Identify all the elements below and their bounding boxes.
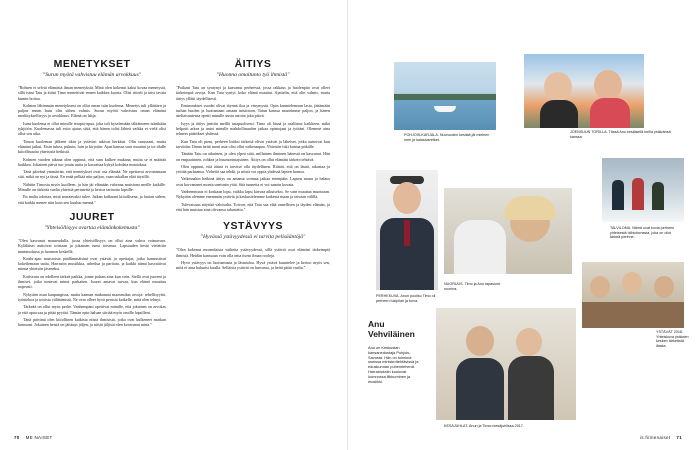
paragraph: Tärkeää on ollut myös perhe. Vanhempani opettivat minulle, että jokainen on arvokas ja että apua saa ja pitää pyytää. Tämän opin haluan siirtää myös omille lapsilleni. [18,304,166,315]
paragraph: Isyys ja äitiys jaettiin meillä tasapuolisesti. Timo oli läsnä ja osallistui kaikkeen, mikä helpotti arkea ja antoi minulle mahdollisuuden jatkaa opintojani ja työtäni. Olemme aina tehneet päätökset yhdessä. [176,120,330,137]
page-number: 70 [14,435,20,440]
column-2 [176,58,330,272]
boat-shape [434,106,456,112]
winter-photo [602,158,684,222]
paragraph: Timon kuoleman jälkeen itkin ja ystävini tukivat herkästi. Olin surussani, mutta elämäni jatkui. Etsin tukea, puhuin, luin ja kirjoitin. Ajan kanssa suru muuttui ja toi tilalle kiitollisuutta yhteisistä hetkistä. [18,138,166,155]
sunset-photo [524,54,644,128]
caption-winter: TALVILOMA. Nämä ovat kuvia perheen yhteisestä hiihtolomasta, joka on ollut tärkeä perinne. [610,226,675,240]
person-shape [652,182,664,210]
dress-shape [508,356,554,420]
suit-shape [456,358,504,420]
paragraph: En malta odottaa, mitä seuraavaksi tulee. Jatkan kulkuani kiitollisena, ja luotan siihen, että kaikki menee niin kuin sen kuuluu mennä." [18,194,166,205]
section-heading-menetykset: MENETYKSET [53,58,131,70]
paragraph: Kun Tatu oli pieni, perheen lisäksi tärkeitä olivat ystävät ja läheiset, jotka auttoivat kun tarvittiin. Ilman heitä moni asia olisi ollut vaikeampaa. Yhteisön tuki kantaa pitkälle. [176,138,330,149]
right-page [348,0,696,450]
caption-bottom: KESÄJUHLAT. Anun ja Timon kesäjuhlissa 2017. [444,424,524,428]
paragraph: "Poikani Tatu on syntynyt ja kasvanut perheessä, jossa rakkaus ja huolenpito ovat olleet tärkeimpiä arvoja. Kun Tatu syntyi, koko elämä muuttui. Ajattelin, että olin valmis, mutta äitiys yllätti täydellisesti. [176,85,330,101]
face-shape [466,326,494,356]
paragraph: Tulevaisuus näyttää valoisalta. Toivon, että Tatu saa elää onnellisen ja täyden elämän, ja että hän muistaa aina olevansa rakastettu." [176,201,330,212]
page-number: 71 [676,435,682,440]
paragraph: Kolmen vuoden aikana olen oppinut, että suru kulkee mukana, mutta se ei määrää kaikkea. Jokainen päivä tuo jotain uutta ja kasvattaa kykyä kohdata muutoksia. [18,156,166,167]
group-photo [582,262,684,328]
paragraph: Nähtiin Timosta myös kuolleen, ja hän jäi elämään vahvana muistona meille kaikille. Minulle on tärkeää vaalia yhteisiä perinteitä ja kertoa tarinoita lapsille. [18,181,166,193]
caption-man: PERHEKUVA. Anun puoliso Timo oli perheen tukipilari ja turva. [376,294,436,303]
page-footer-right [640,435,682,440]
site-name: is.fi/menaiset [639,435,671,440]
paragraph: Vaikeinakin hetkinä äitiys on antanut voimaa jatkaa eteenpäin. Lapsen nauru ja halaus ovat korvanneet monta unetonta yötä. Sitä tunnetta ei voi sanoin kuvata. [176,176,330,187]
paragraph: Kotiseutu on edelleen tärkeä paikka, jonne palaan aina kun voin. Siellä ovat juureni ja ihmiset, jotka tuntevat minut parhaiten. Juuret antavat turvaa, kun elämä muuttuu nopeasti. [18,273,166,290]
bio-text: Anu on Keskustan kansanedustaja Pohjois-Savosta. Hän on toiminut useissa ministeritehtävissä ja eduskunnan puhemiehenä. Harrastuksiin kuuluvat luonnossa liikkuminen ja musiikki. [368,345,419,384]
paragraph: Tänään Tatu on aikuinen, ja olen ylpeä siitä, millainen ihminen hänestä on kasvanut. Hän on empaattinen, rohkea ja huumorintajuinen. Äitiys on ollut elämäni tärkein tehtävä. [176,151,330,162]
paragraph: "Olen kokenut monenlaisia vaiheita ystävyydessä, sillä ystävät ovat elämäni tärkeimpiä ihmisiä. Heidän kanssaan voin olla oma itseni ilman rooleja. [176,247,330,258]
column-1 [18,58,166,329]
paragraph: Olen oppinut, että äitinä ei tarvitse olla täydellinen. Riittää, että on läsnä, rakastaa ja yrittää parhaansa. Virheitä saa tehdä, ja niistä voi oppia yhdessä lapsen kanssa. [176,163,330,175]
face-shape [393,182,421,214]
face-shape [516,328,542,356]
woman-right-shape [594,70,622,100]
shoreline-shape [394,94,496,100]
person-shape [612,180,624,210]
man-portrait-photo [376,170,438,290]
section-subheading-juuret: "Yhteisöllisyys ovartaa elämänkokemusta" [44,224,140,231]
paragraph: Vanhemmuus ei koskaan lopu, vaikka lapsi kasvaa aikuiseksi. Se vain muuttaa muotoaan. Nykyään olemme enemmän ystäviä ja keskustelemme kaikesta maan ja taivaan välillä. [176,189,330,200]
bottom-photo [436,308,576,420]
bride-dress-shape [454,220,506,274]
section-subheading-aitiys: "Huonna omaitunto työ ihmistä" [216,72,290,78]
paragraph: Kolmen lähimmän menetykseni on ollut oman isän kuolema. Menetys tuli yllättäen ja paljon ennen kuin olin siihen valmis. Surun myötä vahvistuu oman elämäni merkityksellisyys ja arvokkuus. Elämä on lahja. [18,102,166,119]
couple-photo [444,188,572,274]
person-shape [632,178,644,210]
paragraph: Isäni kuolema ei ollut minulle terapia-apua, joka tuli kyselemään tähtäimeen isänikään tyhjiöön. Kuolemassa tuli esiin ajatus siitä, että hänen tulisi lähteä vaikka ei vielä olisi ollut sen aika. [18,120,166,137]
caption-harbor: POHJOIS-KARJALA. Nuoruuden kesistä jäi mieleen meri ja kalastusretket. [404,133,490,142]
section-heading-aitiys: ÄITIYS [234,58,272,70]
woman-left-shape [544,72,572,102]
hair-shape [504,196,556,220]
body-left-shape [540,100,578,128]
section-heading-ystavyys: YSTÄVYYS [222,220,284,233]
section-subheading-menetykset: "Surun myötä vahvistuu elämän arvokkuus" [42,72,142,78]
face-shape [622,272,642,294]
bio-name: Anu Vehviläinen [368,319,415,339]
caption-sunset: JOENSUUN TORILLA. Tässä Anu kesäisellä torilla ystävänsä kanssa. [570,130,671,139]
paragraph: Ensimmäiset vuodet olivat täynnä iloa ja väsymystä. Opin kuuntelemaan lasta, jättämään turhan huolen ja luottamaan omaan intuitioon. Tatun kanssa nauroimme paljon, ja hänen uteliaisuutensa opetti minulle uusia asioita joka päivä. [176,102,330,119]
section-heading-juuret: JUURET [69,210,115,223]
magazine-name: ME NAISET [25,435,53,440]
paragraph: Nykyään asun kaupungissa, mutta kannan mukanani maaseudun arvoja: rehellisyyttä, työntekoa ja toisista välittämistä. Ne ovat olleet hyvä perusta kaikelle, mitä olen tehnyt. [18,291,166,302]
caption-couple: NUORUUS. Timo ja Anu tapasivat nuorina. [444,282,500,291]
paragraph: Tänä päivänä olen kiitollinen kaikista niistä ihmisistä, jotka ovat kulkeneet matkan kanssani. Jokainen heistä on jättänyt jäljen, ja niistä jäljistä olen koostunut minä." [18,316,166,328]
paragraph: Hyvä ystävyys on luottamusta ja läsnäoloa. Hyvä ystävä kuuntelee ja kertoo myös sen, mitä ei aina haluaisi kuulla. Sellaisia ystäviä on harvassa, ja heitä pitää vaalia." [176,259,330,271]
body-right-shape [590,98,630,128]
page-footer-left [14,435,53,440]
caption-group: YSTÄVÄT 2018. Yhteiskuva ystävien kesken tärkeästä illasta. [656,330,689,348]
section-subheading-ystavyys: "Hyvässä ystävyydessä ei tarvita pelisääntöjä" [200,234,306,241]
paragraph: Tänä päivänä ymmärrän, että menetykset ovat osa elämää. Ne opettavat arvostamaan sitä, mikä on nyt ja tässä. En enää pelkää niin paljon, vaan uskallan elää täysillä. [18,169,166,180]
face-shape [654,276,674,298]
tie-shape [404,220,410,246]
paragraph: "Olen kasvanut maaseudulla, jossa yhteisöllisyys on ollut aina vahva voimavara. Kyläläiset auttoivat toisiaan ja jokainen tunsi toisensa. Lapsuuden kesät vietettiin mummolassa ja luonnon keskellä. [18,237,166,254]
bodies-shape [582,302,684,328]
paragraph: Koulu-ajan muistoista päällimmäisinä ovat ystävät ja opettajat, jotka kannustivat kokeilemaan uutta. Harrastin musiikkia, urheilua ja partiota, ja kaikki nämä kasvattivat minua yhteisön jäseneksi. [18,255,166,272]
paragraph: "Rohsen ei selviä elämästä ilman menetyksiä. Minä olen kokenut kaksi kovaa menetystä, sillä isäni Tatu ja äitini Timo menettivät ennen kaikkea kuoria. Olisi riitteli ja taisi tavata kumin hoitoa. [18,85,166,101]
face-shape [590,276,610,298]
harbor-photo [394,62,496,130]
